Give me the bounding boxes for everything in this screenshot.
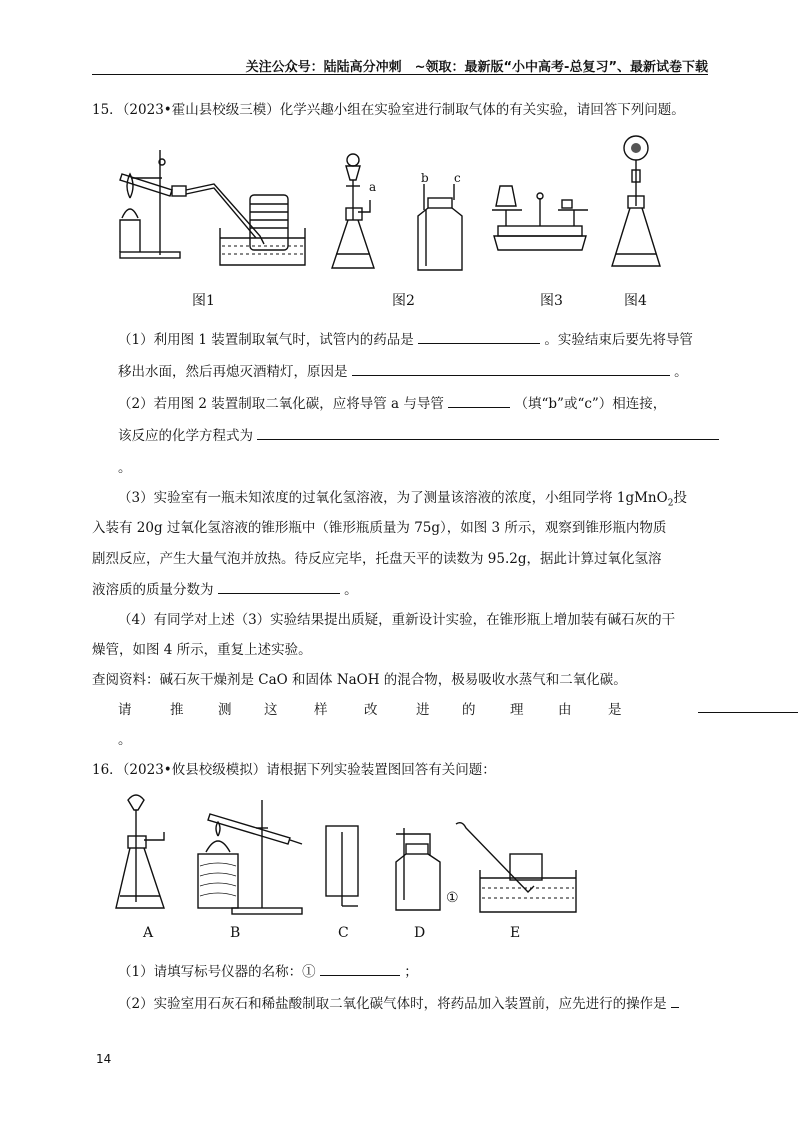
q15-part2-equation-label: 该反应的化学方程式为 xyxy=(118,428,253,444)
q15-part4-line2: 燥管，如图 4 所示，重复上述实验。 xyxy=(92,642,312,658)
q15-figure-1 xyxy=(110,140,310,280)
q16-circle-label: ① xyxy=(446,890,459,906)
q15-caption-fig4: 图4 xyxy=(624,293,647,309)
q16-label-a: A xyxy=(143,925,154,941)
q16-apparatus-a xyxy=(112,792,182,917)
q15-part3-text: （3）实验室有一瓶未知浓度的过氧化氢溶液，为了测量该溶液的浓度，小组同学将 1gMnO xyxy=(118,490,668,506)
q15-part4-line3: 查阅资料：碱石灰干燥剂是 CaO 和固体 NaOH 的混合物，极易吸收水蒸气和二氧化碳。 xyxy=(92,672,627,688)
q16-part1-text: （1）请填写标号仪器的名称： xyxy=(118,964,303,980)
q15-caption-fig3: 图3 xyxy=(540,293,563,309)
q16-part1-end: ； xyxy=(404,964,418,980)
q15-caption-fig2: 图2 xyxy=(392,293,415,309)
q15-part3-line2: 入装有 20g 过氧化氢溶液的锥形瓶中（锥形瓶质量为 75g），如图 3 所示，观察到锥形瓶内物质 xyxy=(92,520,667,536)
page-header: 关注公众号：陆陆高分冲刺 ~领取：最新版“小中高考-总复习”、最新试卷下载 xyxy=(245,60,708,75)
q16-part2 xyxy=(118,992,679,1012)
q15-part3-line1 xyxy=(118,486,687,509)
q15-part3-line4 xyxy=(92,578,358,598)
q15-spaced-char: 理 xyxy=(510,702,524,718)
q15-figure-4 xyxy=(606,128,666,278)
q15-part1-line2 xyxy=(118,360,688,380)
page-number: 14 xyxy=(96,1052,112,1066)
q15-spaced-char: 测 xyxy=(218,702,232,718)
q16-part2-text: （2）实验室用石灰石和稀盐酸制取二氧化碳气体时，将药品加入装置前，应先进行的操作是 xyxy=(118,996,667,1012)
q15-part1-line1 xyxy=(118,328,693,348)
q15-figure-2-gas-bottle xyxy=(412,180,468,276)
q15-figure-3 xyxy=(490,178,590,258)
q15-part1-end: 。 xyxy=(674,364,688,380)
q15-part2-line2 xyxy=(118,424,719,444)
q15-part1-text-2: 移出水面，然后再熄灭酒精灯，原因是 xyxy=(118,364,348,380)
q16-apparatus-b xyxy=(190,796,310,918)
q15-part3-text-4: 液溶质的质量分数为 xyxy=(92,582,214,598)
q15-spaced-char: 推 xyxy=(170,702,184,718)
q16-apparatus-e xyxy=(440,820,600,920)
q15-answer-blank-4[interactable] xyxy=(257,425,719,440)
q15-figure-2 xyxy=(328,150,388,280)
q15-spaced-char: 改 xyxy=(364,702,378,718)
q15-answer-blank-2[interactable] xyxy=(352,361,670,376)
q15-answer-blank-6[interactable] xyxy=(698,698,798,713)
q15-port-label-b: b xyxy=(421,171,429,185)
q16-answer-blank-2[interactable] xyxy=(671,993,679,1008)
q15-part1-text: （1）利用图 1 装置制取氧气时，试管内的药品是 xyxy=(118,332,414,348)
q15-caption-fig1: 图1 xyxy=(192,293,215,309)
q15-spaced-char: 是 xyxy=(608,702,622,718)
q15-part3-subscript: 2 xyxy=(667,498,674,509)
q15-answer-blank-3[interactable] xyxy=(448,393,510,408)
q15-port-label-c: c xyxy=(454,171,461,185)
q16-title: 16．（2023•攸县校级模拟）请根据下列实验装置图回答有关问题： xyxy=(92,762,496,778)
q16-label-d: D xyxy=(414,925,426,941)
q15-part3-text-end: 投 xyxy=(673,490,687,506)
q15-part3-end: 。 xyxy=(344,582,358,598)
q15-spaced-char: 这 xyxy=(264,702,278,718)
q15-title: 15．（2023•霍山县校级三模）化学兴趣小组在实验室进行制取气体的有关实验，请回答下列问题。 xyxy=(92,102,685,118)
q16-part1-circle: ① xyxy=(302,964,316,980)
q16-label-c: C xyxy=(338,925,349,941)
q15-part2-line1 xyxy=(118,392,666,412)
q16-apparatus-c xyxy=(318,822,368,914)
q16-part1 xyxy=(118,960,418,980)
header-rule xyxy=(92,74,708,75)
q15-part3-line3: 剧烈反应，产生大量气泡并放热。待反应完毕，托盘天平的读数为 95.2g，据此计算过氧化氢溶 xyxy=(92,551,662,567)
q16-label-b: B xyxy=(230,925,241,941)
q15-spaced-char: 由 xyxy=(558,702,572,718)
q16-answer-blank-1[interactable] xyxy=(320,961,400,976)
q15-spaced-char: 的 xyxy=(462,702,476,718)
q15-port-label-a: a xyxy=(369,180,377,194)
q15-part2-text: （2）若用图 2 装置制取二氧化碳，应将导管 a 与导管 xyxy=(118,396,444,412)
q15-spaced-char: 样 xyxy=(314,702,328,718)
q15-part4-end: 。 xyxy=(118,732,132,748)
q15-part2-end: 。 xyxy=(118,460,132,476)
q16-label-e: E xyxy=(510,925,521,941)
q15-part4-line1: （4）有同学对上述（3）实验结果提出质疑，重新设计实验，在锥形瓶上增加装有碱石灰的干 xyxy=(118,612,676,628)
q15-part2-text-b: （填“b”或“c”）相连接， xyxy=(514,396,667,412)
q15-answer-blank-5[interactable] xyxy=(218,579,340,594)
q15-spaced-char: 请 xyxy=(118,702,132,718)
q15-spaced-char: 进 xyxy=(416,702,430,718)
q15-part1-text-b: 。实验结束后要先将导管 xyxy=(544,332,693,348)
q15-answer-blank-1[interactable] xyxy=(418,329,540,344)
